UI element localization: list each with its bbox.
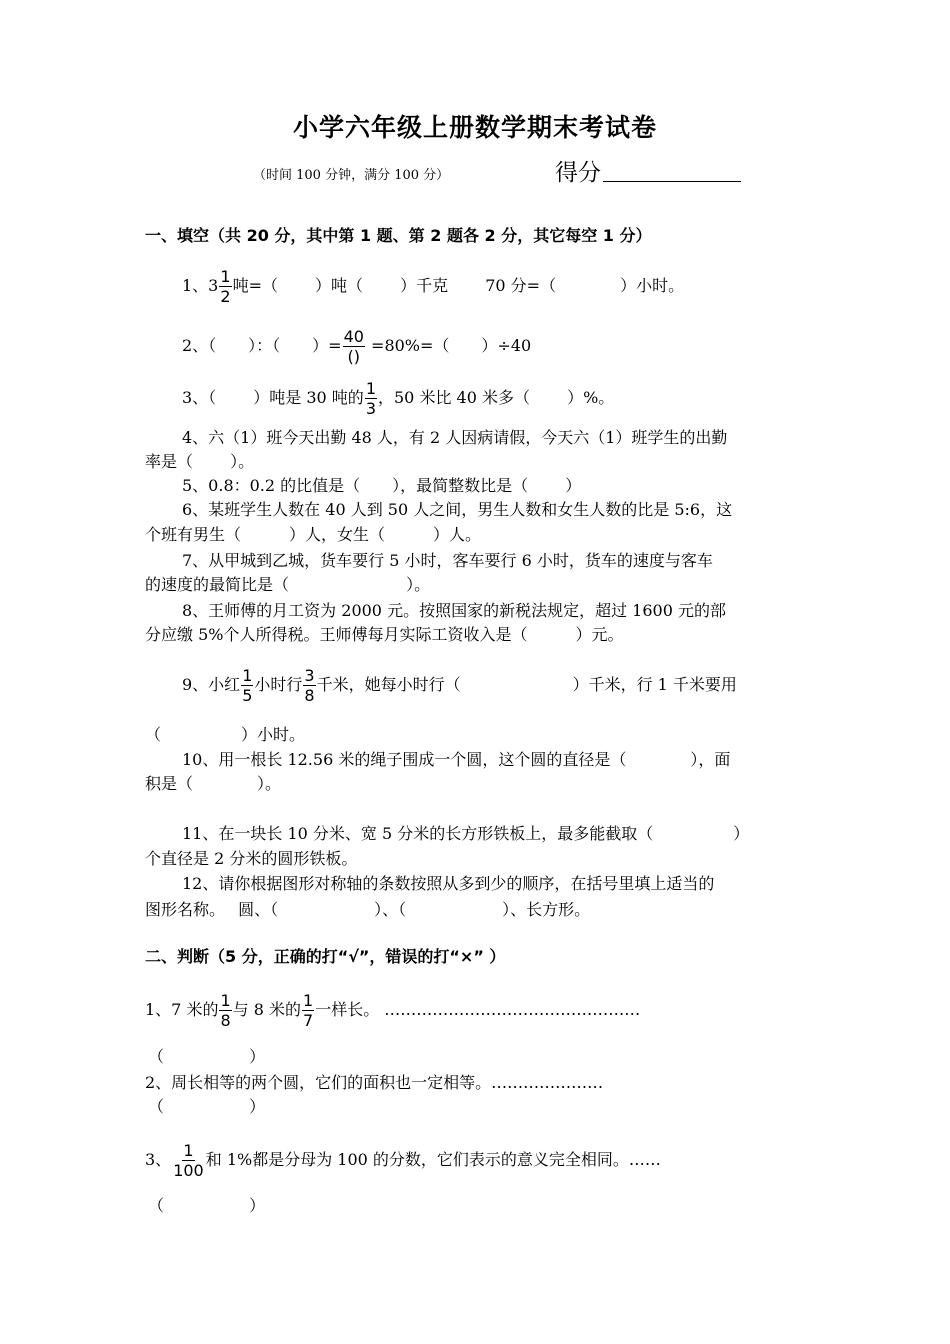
question-10-line1: 10、用一根长 12.56 米的绳子围成一个圆，这个圆的直径是（ ），面 (182, 750, 731, 769)
question-4-line1: 4、六（1）班今天出勤 48 人，有 2 人因病请假，今天六（1）班学生的出勤 (182, 428, 728, 447)
judge-1-answer[interactable]: （ ） (148, 1047, 266, 1066)
fraction: $\frac{1}{7}$ (303, 991, 314, 1030)
fraction: $\frac{1}{8}$ (220, 991, 231, 1030)
question-6-line2: 个班有男生（ ）人，女生（ ）人。 (145, 525, 482, 544)
question-1: 1、3 $\frac{1}{2}$ 吨=（ ）吨（ ）千克 70 分=（ ）小时。 (182, 267, 685, 306)
judge-3: 3、 $\frac{1}{100}$ 和 1%都是分母为 100 的分数，它们表示的意义完全相同。…… (145, 1141, 661, 1180)
question-9-line1: 9、小红 $\frac{1}{5}$ 小时行 $\frac{3}{8}$ 千米，她每小时行（ ）千米，行 1 千米要用 (182, 666, 737, 705)
question-7-line1: 7、从甲城到乙城，货车要行 5 小时，客车要行 6 小时，货车的速度与客车 (182, 551, 713, 570)
question-11-line2: 个直径是 2 分米的圆形铁板。 (145, 849, 358, 868)
question-8-line1: 8、王师傅的月工资为 2000 元。按照国家的新税法规定，超过 1600 元的部 (182, 601, 726, 620)
question-12-line2: 图形名称。 圆、（ ）、（ ）、长方形。 (145, 900, 591, 919)
judge-3-answer[interactable]: （ ） (148, 1196, 266, 1215)
question-11-line1: 11、在一块长 10 分米、宽 5 分米的长方形铁板上，最多能截取（ ） (182, 824, 750, 843)
judge-2-answer[interactable]: （ ） (148, 1097, 266, 1116)
question-2: 2、（ ）：（ ）= $\frac{40}{()}$ =80%=（ ）÷40 (182, 327, 532, 366)
page-title: 小学六年级上册数学期末考试卷 (292, 113, 657, 142)
fraction: $\frac{1}{5}$ (242, 666, 253, 705)
question-4-line2: 率是（ ）。 (145, 452, 255, 471)
fraction: $\frac{1}{2}$ (220, 267, 231, 306)
judge-1: 1、7 米的 $\frac{1}{8}$ 与 8 米的 $\frac{1}{7}$ 一样长。 ………………………………………… (145, 991, 641, 1030)
fraction: $\frac{1}{100}$ (173, 1141, 204, 1180)
score-blank[interactable] (603, 181, 741, 182)
question-8-line2: 分应缴 5%个人所得税。王师傅每月实际工资收入是（ ）元。 (145, 625, 624, 644)
fraction: $\frac{3}{8}$ (304, 666, 315, 705)
question-3: 3、（ ）吨是 30 吨的 $\frac{1}{3}$ ，50 米比 40 米多（ ）%。 (182, 379, 615, 418)
question-6-line1: 6、某班学生人数在 40 人到 50 人之间，男生人数和女生人数的比是 5:6，这 (182, 500, 733, 519)
question-5: 5、0.8：0.2 的比值是（ ），最简整数比是（ ） (182, 476, 582, 495)
section1-heading: 一、填空（共 20 分，其中第 1 题、第 2 题各 2 分，其它每空 1 分） (145, 226, 652, 245)
question-9-line2: （ ）小时。 (145, 725, 306, 744)
score-label: 得分 (555, 160, 601, 186)
question-10-line2: 积是（ ）。 (145, 774, 282, 793)
score-field[interactable] (555, 160, 741, 186)
section2-heading: 二、判断（5 分，正确的打“√”，错误的打“×” ） (145, 947, 506, 966)
fraction: $\frac{1}{3}$ (365, 379, 376, 418)
question-7-line2: 的速度的最简比是（ ）。 (145, 575, 431, 594)
exam-subtitle: （时间 100 分钟，满分 100 分） (253, 168, 450, 183)
judge-2: 2、周长相等的两个圆，它们的面积也一定相等。………………… (145, 1073, 604, 1092)
question-12-line1: 12、请你根据图形对称轴的条数按照从多到少的顺序，在括号里填上适当的 (182, 874, 715, 893)
fraction: $\frac{40}{()}$ (343, 327, 364, 366)
